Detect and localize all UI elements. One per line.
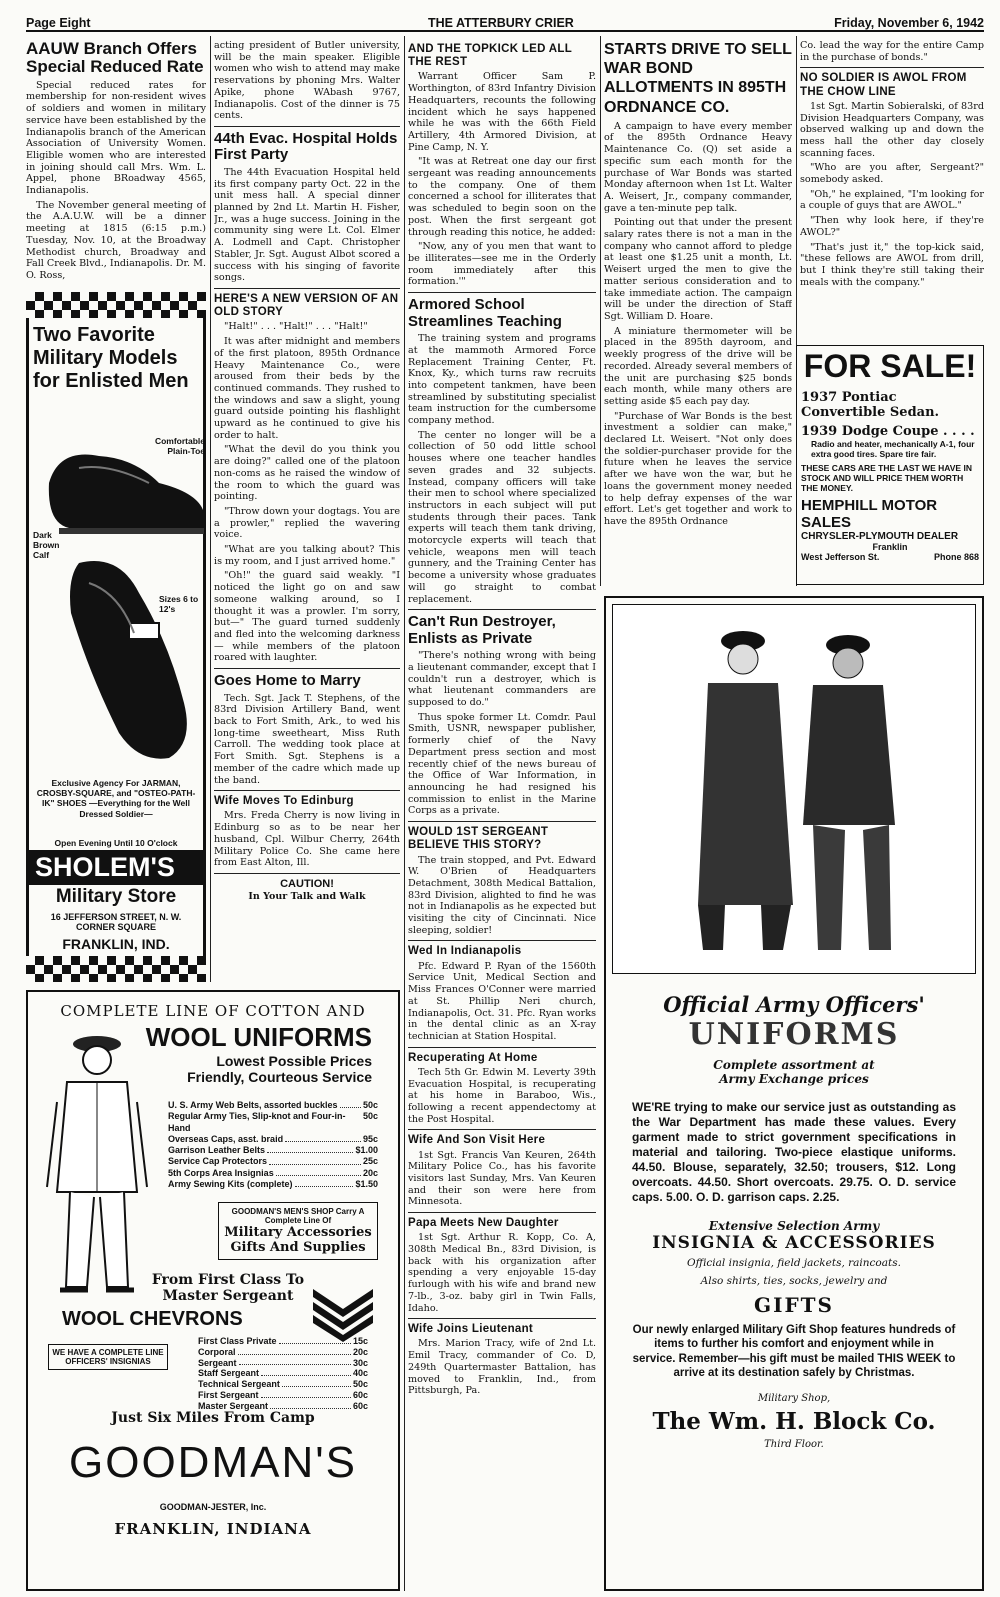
headline: AND THE TOPKICK LED ALL THE REST	[408, 43, 572, 69]
article-text: "Then why look here, if they're AWOL?"	[800, 215, 984, 238]
article-text: "Throw down your dogtags. You are a prowler," replied the wavering voice.	[214, 505, 400, 541]
masthead	[26, 8, 984, 32]
article-text: "What are you talking about? This is my room, and I just arrived home."	[214, 544, 400, 567]
item-price: $1.00	[355, 1145, 378, 1155]
chevron-icon	[308, 1284, 378, 1344]
item-label: Technical Sergeant	[198, 1379, 280, 1390]
item-label: Sergeant	[198, 1357, 237, 1368]
article-text: "Oh," he explained, "I'm looking for a couple of guys that are AWOL."	[800, 188, 984, 212]
headline: Goes Home to Marry	[214, 672, 361, 690]
ad-line: GIFTS	[754, 1293, 834, 1317]
item-price: 50c	[362, 1100, 378, 1110]
article-text: "That's just it," the top-kick said, "these fellows are AWOL from drill, but I think they're still taking their meals with the company."	[800, 241, 984, 288]
headline: Papa Meets New Daughter	[408, 1217, 559, 1230]
article-text: Warrant Officer Sam P. Worthington, of 83rd Infantry Division Headquarters, recounts the following incident which he says happened while he was with the 66th Field Artillery, 4th Armored Division, at Pine Camp, N. Y.	[408, 71, 596, 153]
article-text: The center no longer will be a collection of 50 odd little school houses where one teacher handles seven grades and 32 subjects. Instead, company officers will take their men to school where specialized instructors in each subject will put students through their paces. Tank experts will teach them tank driving, motorcycle experts will teach that vehicle, weapons men will teach gunnery, and the Training Center has become a university whose graduates will go straight to combat replacement.	[408, 429, 596, 605]
note-text: THESE CARS ARE THE LAST WE HAVE IN STOCK AND WILL PRICE THEM WORTH THE MONEY.	[801, 463, 972, 493]
list-item	[168, 1134, 378, 1145]
article-text: Pointing out that under the present salary rates there is not a man in the company who cannot afford to pledge at least one $1.25 unit a month, Lt. Weisert urged the men to give the matter serious consideration and to take immediate action. The campaign will be under the direction of Staff Sgt. William D. Hoare.	[604, 217, 792, 322]
item-label: First Sergeant	[198, 1389, 259, 1400]
article-text: "It was at Retreat one day our first sergeant was reading announcements to the company. One of them concerned a school for illiterates that was scheduled to begin soon on the post. When the first sergeant got through reading this notice, he added:	[408, 156, 596, 238]
item-label: Regular Army Ties, Slip-knot and Four-in-Hand	[168, 1111, 346, 1133]
ad-line: Complete assortment at	[713, 1058, 875, 1072]
ad-line: Just Six Miles From Camp	[111, 1410, 315, 1426]
list-item	[168, 1156, 378, 1167]
headline: STARTS DRIVE TO SELL WAR BOND ALLOTMENTS IN 895TH ORDNANCE CO.	[604, 41, 792, 116]
ad-line: Extensive Selection Army	[708, 1219, 880, 1233]
headline: Can't Run Destroyer, Enlists as Private	[408, 613, 556, 647]
item-label: First Class Private	[198, 1336, 277, 1346]
article-text: "What the devil do you think you are doing?" called one of the platoon non-coms as he raised the window of the room to which the guard was pointing.	[214, 444, 400, 503]
officers-photo	[612, 604, 976, 974]
column-rule	[404, 36, 405, 1591]
article-text: The November general meeting of the A.A.U.W. will be a dinner meeting at 1815 (6:15 p.m.) Tuesday, Nov. 10, at the Broadway Methodist church, Broadway and Fall Creek Blvd., Indianapolis. Dr. M. O. Ross,	[26, 199, 206, 281]
article-text: "Who are you after, Sergeant?" somebody asked.	[800, 162, 984, 186]
store-city: FRANKLIN, IND.	[62, 936, 170, 952]
dealer-street: West Jefferson St.	[801, 552, 880, 562]
article-text: Mrs. Freda Cherry is now living in Edinburg so as to be near her husband, Cpl. Wilbur Cherry, 264th Military Police Co. She came here from East Alton, Ill.	[214, 810, 400, 869]
store-address: 16 JEFFERSON STREET, N. W. CORNER SQUARE	[50, 912, 182, 932]
ad-title: FOR SALE!	[803, 348, 977, 384]
price-list	[168, 1100, 378, 1190]
store-inc: GOODMAN-JESTER, Inc.	[159, 1502, 267, 1512]
headline: Wife Moves To Edinburg	[214, 795, 354, 808]
soldier-illustration	[42, 1022, 152, 1302]
list-item	[198, 1368, 368, 1379]
ad-line: Army Exchange prices	[719, 1072, 869, 1086]
hours-text: Open Evening Until 10 O'clock	[54, 838, 178, 848]
article-text: Co. lead the way for the entire Camp in the purchase of bonds."	[800, 40, 984, 63]
article-text: "Halt!" . . . "Halt!" . . . "Halt!"	[224, 321, 368, 333]
ad-line: Third Floor.	[764, 1438, 824, 1450]
block-ad	[604, 596, 984, 1591]
checker-border	[26, 956, 206, 982]
goodman-ad	[26, 990, 400, 1591]
page-number: Page Eight	[26, 16, 91, 30]
article-text: Mrs. Marion Tracy, wife of 2nd Lt. Emil Tracy, commander of Co. D, 249th Quartermaster Battalion, has moved to Franklin, Ind., from Pittsburgh, Pa.	[408, 1338, 596, 1397]
item-price: $1.50	[355, 1178, 378, 1189]
item-label: U. S. Army Web Belts, assorted buckles	[168, 1100, 338, 1110]
item-price: 30c	[352, 1357, 368, 1368]
article-text: "Purchase of War Bonds is the best investment a soldier can make," declared Lt. Weisert. "Not only does the soldier-purchaser provide for the future when he leaves the service after we have won the war, but he loans the government money needed to help defray expenses of the war effort. Let's get together and work to have the 895th Ordnance	[604, 410, 792, 527]
headline: NO SOLDIER IS AWOL FROM THE CHOW LINE	[800, 72, 967, 98]
shop-line: Military Accessories Gifts And Supplies	[224, 1225, 372, 1255]
shoe-icon	[59, 553, 204, 763]
column-2	[214, 40, 400, 986]
article-text: 1st Sgt. Martin Sobieralski, of 83rd Division Headquarters Company, was observed walking up and down the mess hall the other day closely scanning faces.	[800, 100, 984, 159]
item-label: Army Sewing Kits (complete)	[168, 1178, 293, 1189]
column-4	[604, 40, 792, 586]
item-label: Master Sergeant	[198, 1400, 269, 1411]
headline: HERE'S A NEW VERSION OF AN OLD STORY	[214, 292, 399, 319]
article-text: A campaign to have every member of the 895th Ordnance Heavy Maintenance Co. (Q) set aside a specific sum each month for the purchase of War Bonds was started Monday afternoon when 1st Lt. Walter A. Weisert, Jr., company commander, gave a ten-minute pep talk.	[604, 120, 792, 214]
list-item	[168, 1168, 378, 1179]
paper-title: THE ATTERBURY CRIER	[428, 16, 574, 30]
item-price: 20c	[362, 1167, 378, 1178]
checker-border	[26, 292, 206, 318]
list-item	[198, 1379, 368, 1390]
caption: Sizes 6 to 12's	[159, 594, 199, 614]
shop-box	[218, 1202, 378, 1260]
item-price: 60c	[352, 1400, 368, 1411]
item-label: Staff Sergeant	[198, 1368, 260, 1379]
article-text: "Oh!" the guard said weakly. "I noticed the light go on and saw someone walking around, so I thought it was a prowler. I'm sorry, but—" The guard turned suddenly and fled into the welcoming darkness — while members of the platoon roared with laughter.	[214, 570, 400, 664]
item-price: 95c	[362, 1133, 378, 1144]
officers-illustration	[613, 605, 979, 973]
headline: Wed In Indianapolis	[408, 945, 522, 958]
article-text: It was after midnight and members of the first platoon, 895th Ordnance Heavy Maintenance Co., were aroused from their beds by the continued commands. They rushed to the windows and saw a slight, young guard outside pointing his flashlight upward as he continued to give his order to halt.	[214, 336, 400, 441]
ad-body: WE'RE trying to make our service just as outstanding as the War Department has made these values. Every garment made to strict government specifications in material and tailoring. Two-piece elastique uniforms. 44.50. Blouse, separately, 32.50; trousers, $12. Long overcoats. 44.50. Short overcoats. 29.75. O. D. service caps. 5.00. O. D. garrison caps. 2.25.	[632, 1100, 956, 1204]
column-5	[800, 40, 984, 340]
article-text: Tech 5th Gr. Edwin M. Leverty 39th Evacuation Hospital, is recuperating at his home in Baraboo, Wis., following a recent appendectomy at the Post Hospital.	[408, 1066, 596, 1125]
ad-line: INSIGNIA & ACCESSORIES	[652, 1233, 936, 1253]
list-item	[168, 1179, 378, 1190]
dealer-phone: Phone 868	[933, 552, 979, 562]
item-label: Overseas Caps, asst. braid	[168, 1133, 284, 1144]
ad-line: Military Shop,	[757, 1392, 831, 1404]
item-price: 50c	[362, 1111, 378, 1122]
item-label: 5th Corps Area Insignias	[168, 1167, 274, 1178]
caution-sub: In Your Talk and Walk	[248, 891, 366, 903]
headline: Recuperating At Home	[408, 1051, 538, 1064]
ad-title: Official Army Officers'	[663, 992, 925, 1017]
aauw-article	[26, 40, 206, 285]
car-listing: 1939 Dodge Coupe . . . .	[801, 424, 975, 439]
caution-head: CAUTION!	[280, 877, 334, 890]
article-text: 1st Sgt. Francis Van Keuren, 264th Military Police Co., has his favorite visitors last Sunday, Mrs. Van Keuren and their son were here from Minnesota.	[408, 1149, 596, 1208]
item-price: 60c	[352, 1389, 368, 1400]
item-label: Corporal	[198, 1346, 236, 1357]
item-price: 25c	[362, 1156, 378, 1167]
caption: Dark Brown Calf	[33, 530, 60, 560]
article-text: The training system and programs at the mammoth Armored Force Replacement Training Center, Ft. Knox, Ky., which turns raw recruits into competent tankmen, have been streamlined by substituting specialist team instruction for the cumbersome company method.	[408, 333, 596, 427]
item-price: 15c	[352, 1336, 368, 1346]
headline: Wife And Son Visit Here	[408, 1134, 546, 1147]
dealer-name: HEMPHILL MOTOR SALES	[801, 497, 938, 531]
list-item	[168, 1111, 378, 1134]
article-text: Thus spoke former Lt. Comdr. Paul Smith, USNR, newspaper publisher, formerly chief of the Navy Department press section and most recently chief of the news bureau of the Office of War Information, in announcing he had resigned his commission to enlist in the Marine Corps as a private.	[408, 711, 596, 817]
article-text: Tech. Sgt. Jack T. Stephens, of the 83rd Division Artillery Band, went back to Fort Smith, Ark., to wed his long-time sweetheart, Miss Ruth Carroll. The wedding took place at Fort Smith. Sgt. Stephens is a member of the cadre which made up the band.	[214, 692, 400, 786]
rank-list	[198, 1336, 368, 1412]
sholem-ad	[26, 292, 206, 982]
chevron-title: WOOL CHEVRONS	[62, 1308, 243, 1330]
headline: Armored School Streamlines Teaching	[408, 296, 562, 330]
article-text: Special reduced rates for membership for non-resident wives of soldiers and women in military service have been established by the Indianapolis branch of the American Association of University Women. Eligible women who are interested in joining should call Mrs. Wm. L. Appel, phone BRoadway 4565, Indianapolis.	[26, 79, 206, 197]
agency-text: Exclusive Agency For JARMAN, CROSBY-SQUARE, and "OSTEO-PATH-IK" SHOES —Everything for the Well Dressed Soldier—	[36, 778, 196, 819]
ad-line: COMPLETE LINE OF COTTON AND	[60, 1002, 366, 1020]
store-name: SHOLEM'S	[29, 850, 203, 885]
list-item	[198, 1336, 368, 1347]
ad-line: From First Class To Master Sergeant	[151, 1272, 305, 1304]
item-price: 40c	[352, 1368, 368, 1379]
item-label: Garrison Leather Belts	[168, 1145, 266, 1155]
ad-line: Official insignia, field jackets, raincoats.	[687, 1257, 901, 1269]
headline: Wife Joins Lieutenant	[408, 1323, 534, 1336]
ad-line: Lowest Possible Prices	[216, 1053, 372, 1069]
list-item	[198, 1358, 368, 1369]
ad-body: Our newly enlarged Military Gift Shop features hundreds of items to further his comfort and enjoyment while in service. Remember—his gift must be mailed THIS WEEK to arrive at its destination safely by Christmas.	[632, 1324, 956, 1380]
store-city: FRANKLIN, INDIANA	[114, 1520, 312, 1538]
article-text: A miniature thermometer will be placed in the 895th dayroom, and weekly progress of the drive will be recorded. Already several members of the unit are purchasing $25 bonds each month, while many others are setting aside $5 each pay day.	[604, 325, 792, 407]
article-text: "There's nothing wrong with being a lieutenant commander, except that I couldn't run a destroyer, which is what lieutenant commanders are supposed to do."	[408, 650, 596, 709]
ad-line: Friendly, Courteous Service	[187, 1069, 372, 1085]
shop-line: GOODMAN'S MEN'S SHOP Carry A Complete Line Of	[231, 1207, 365, 1225]
dealer-town: Franklin	[872, 542, 908, 552]
article-text: 1st Sgt. Arthur R. Kopp, Co. A, 308th Medical Bn., 83rd Division, is back with his organization after spending a very enjoyable 15-day furlough with his wife and brand new 7-lb., 3-oz. baby girl in Twin Falls, Idaho.	[408, 1232, 596, 1314]
headline: WOULD 1ST SERGEANT BELIEVE THIS STORY?	[408, 826, 549, 852]
for-sale-ad	[796, 345, 984, 585]
headline: AAUW Branch Offers Special Reduced Rate	[26, 40, 204, 77]
insignia-note: WE HAVE A COMPLETE LINE OFFICERS' INSIGNIAS	[48, 1344, 168, 1370]
article-text: The train stopped, and Pvt. Edward W. O'Brien of Headquarters Detachment, 308th Medical Battalion, 83rd Division, alighted to find he was not in Indianapolis as he expected but visiting the city of Cincinnati. Nice sleeping, soldier!	[408, 854, 596, 936]
caption: Comfortable Plain-Toe	[154, 436, 205, 456]
article-text: acting president of Butler university, will be the main speaker. Eligible women who wish to attend may make reservations by phoning Mrs. Walter Apike, phone WAbash 9767, Indianapolis. Cost of the dinner is 75 cents.	[214, 40, 400, 122]
list-item	[198, 1347, 368, 1358]
item-price: 50c	[352, 1379, 368, 1390]
ad-title: WOOL UNIFORMS	[145, 1022, 372, 1052]
list-item	[168, 1145, 378, 1156]
ad-title: Two Favorite Military Models for Enlisted Men	[33, 324, 189, 392]
item-price: 20c	[352, 1346, 368, 1357]
headline: 44th Evac. Hospital Holds First Party	[214, 129, 398, 164]
list-item	[168, 1100, 378, 1111]
item-label: Service Cap Protectors	[168, 1156, 268, 1167]
column-rule	[600, 36, 601, 586]
article-text: "Now, any of you men that want to be illiterates—see me in the Orderly room immediately after this formation.'"	[408, 241, 596, 288]
car-listing: 1937 Pontiac Convertible Sedan.	[801, 390, 940, 420]
article-text: The 44th Evacuation Hospital held its first company party Oct. 22 in the unit mess hall. A special dinner planned by 2nd Lt. Martin H. Fisher, Jr., was a huge success. Joining in the community sing were Lt. Col. Elmer A. Lodmell and Capt. Christopher Stabler, Jr. Sgt. August Albot scored a success with his singing of favorite songs.	[214, 166, 400, 284]
issue-date: Friday, November 6, 1942	[834, 16, 984, 30]
ad-line: Also shirts, ties, socks, jewelry and	[700, 1275, 888, 1287]
list-item	[198, 1390, 368, 1401]
dealer-sub: CHRYSLER-PLYMOUTH DEALER	[801, 531, 959, 542]
store-name: The Wm. H. Block Co.	[652, 1407, 936, 1435]
column-rule	[210, 36, 211, 982]
ad-title: UNIFORMS	[688, 1017, 900, 1052]
car-desc: Radio and heater, mechanically A-1, four extra good tires. Spare tire fair.	[811, 439, 975, 459]
column-3	[408, 40, 596, 1591]
store-sub: Military Store	[55, 886, 177, 907]
article-text: Pfc. Edward P. Ryan of the 1560th Service Unit, Medical Section and Miss Frances O'Conner were married at St. Phillip Neri church, Indianapolis, Oct. 31. Pfc. Ryan works in the dental clinic as an X-ray technician at Station Hospital.	[408, 960, 596, 1042]
store-name: GOODMAN'S	[69, 1438, 357, 1487]
